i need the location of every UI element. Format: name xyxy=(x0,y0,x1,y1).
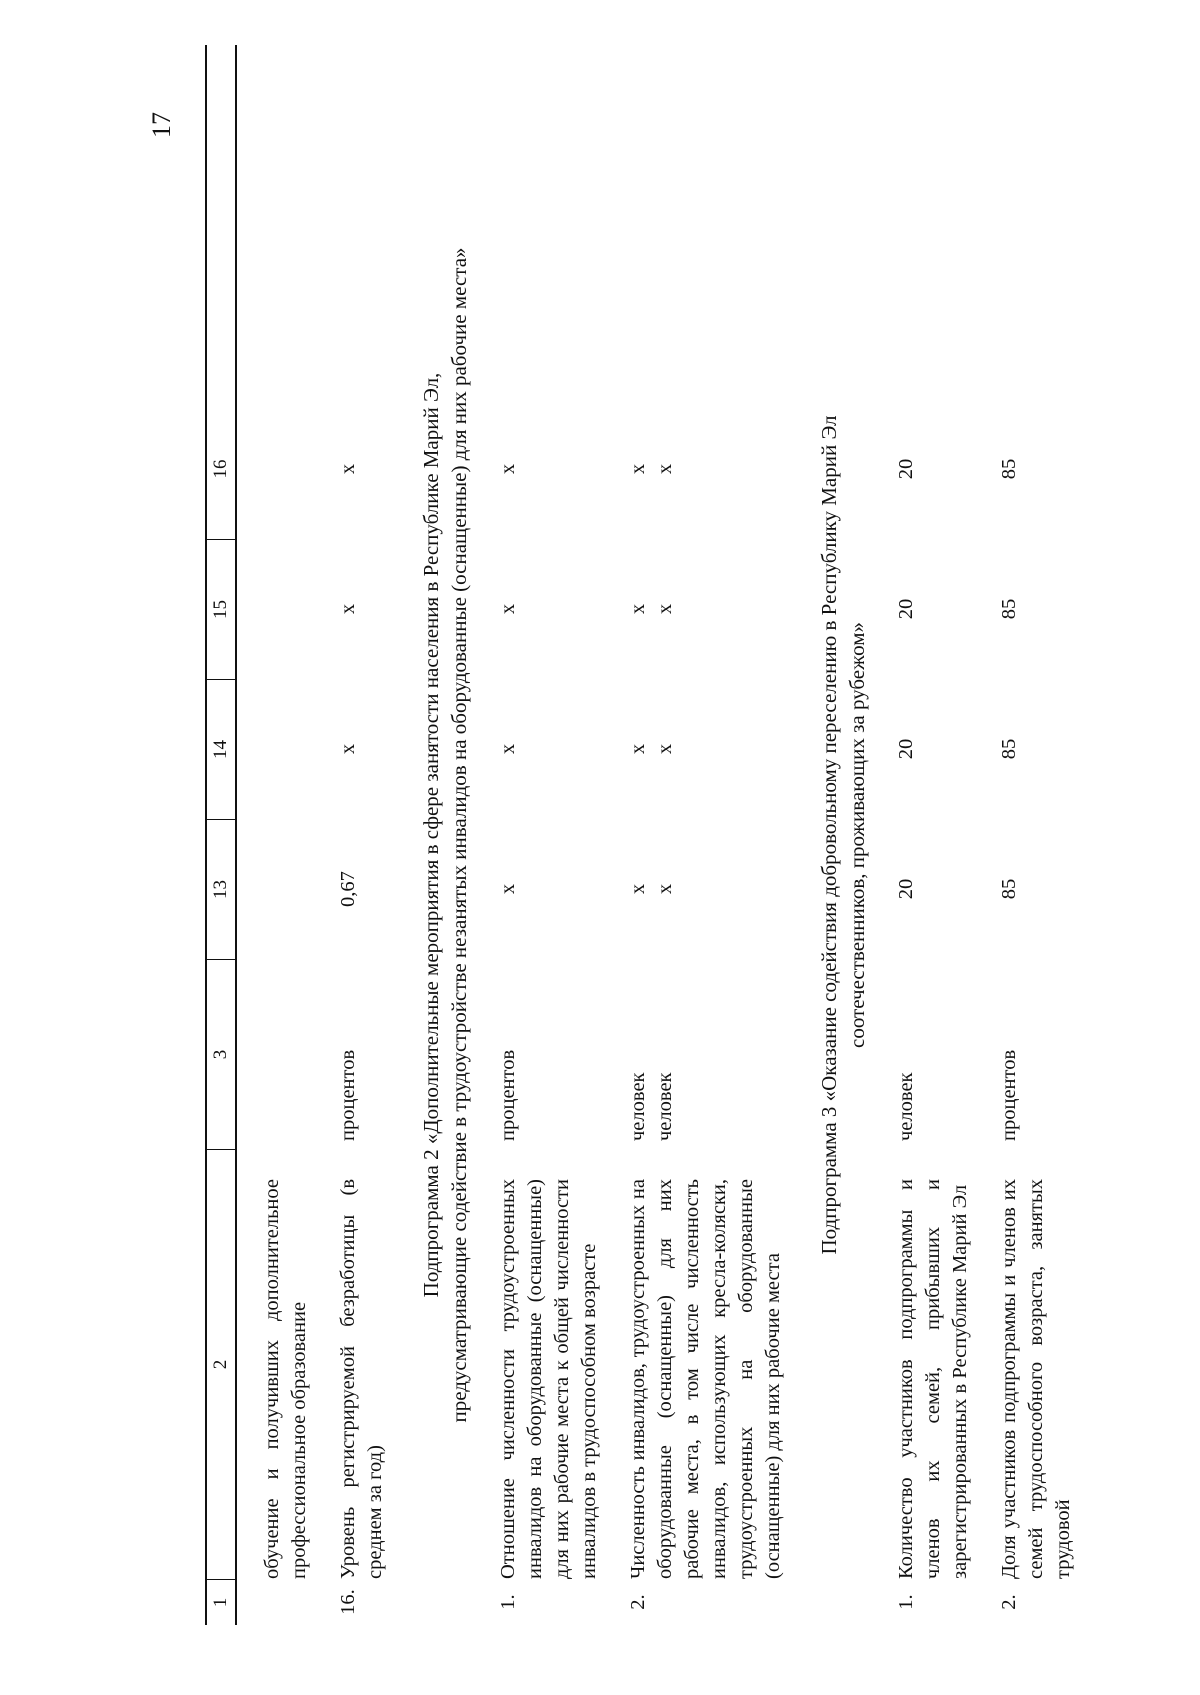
table-row xyxy=(996,45,1077,1625)
value-15: x xyxy=(654,603,676,615)
row-number: 1. xyxy=(497,1594,519,1610)
column-header-row xyxy=(205,45,237,1625)
value-16: 85 xyxy=(998,458,1020,480)
value-15 xyxy=(259,539,313,679)
indicator-text: Количество участников подпрограммы и членов их семей, прибывших и зарегистрированных в Республике Марий Эл xyxy=(895,1179,971,1579)
value-13: x xyxy=(497,883,519,895)
value-16: x xyxy=(497,463,519,475)
section-heading-line: соотечественников, проживающих за рубежом» xyxy=(845,622,869,1048)
page-number: 17 xyxy=(147,112,176,138)
value-13: x xyxy=(627,883,649,895)
unit: человек xyxy=(895,1072,917,1141)
value-16: x xyxy=(627,463,649,475)
value-16: 20 xyxy=(895,458,917,480)
value-16 xyxy=(259,399,313,539)
value-15: x xyxy=(497,603,519,615)
indicator-text: обучение и получивших дополнительное профессиональное образование xyxy=(261,1179,310,1579)
value-14: x xyxy=(337,743,359,755)
value-15: 85 xyxy=(998,598,1020,620)
value-13: 0,67 xyxy=(337,871,359,907)
table-row xyxy=(335,45,389,1625)
value-14 xyxy=(259,679,313,819)
value-14: x xyxy=(627,743,649,755)
value-15: x xyxy=(337,603,359,615)
value-15: 20 xyxy=(895,598,917,620)
indicator-text: Отношение численности трудоустроенных инвалидов на оборудованные (оснащенные) для них рабочие места к общей численности инвалидов в трудоспособном возрасте xyxy=(497,1179,600,1579)
value-14: 85 xyxy=(998,738,1020,760)
column-header: 2 xyxy=(207,1149,235,1579)
unit-column xyxy=(625,959,787,1149)
column-header: 1 xyxy=(207,1579,235,1625)
row-number xyxy=(259,1579,313,1625)
table-row xyxy=(893,45,974,1625)
value-16: x xyxy=(654,463,676,475)
section-heading-line: предусматривающие содействие в трудоустройстве незанятых инвалидов на оборудованные (оснащенные) для них рабочие места» xyxy=(447,247,471,1423)
indicator-text: Уровень регистрируемой безработицы (в среднем за год) xyxy=(337,1179,386,1579)
row-number: 2. xyxy=(998,1594,1020,1610)
column-header: 13 xyxy=(207,819,235,959)
indicator-text: Доля участников подпрограммы и членов их семей трудоспособного возраста, занятых трудовой xyxy=(998,1179,1074,1579)
row-number: 2. xyxy=(627,1594,649,1610)
row-number: 16. xyxy=(337,1589,359,1615)
unit: процентов xyxy=(497,1049,519,1141)
unit: процентов xyxy=(337,1049,359,1141)
unit: человек xyxy=(654,1072,676,1141)
section-heading-subprogram-3 xyxy=(815,45,871,1625)
value-13 xyxy=(259,819,313,959)
value-16: x xyxy=(337,463,359,475)
value-15: x xyxy=(627,603,649,615)
value-13: x xyxy=(654,883,676,895)
value-16-column xyxy=(625,399,787,539)
table-row xyxy=(259,45,313,1625)
unit xyxy=(259,959,313,1149)
table-body xyxy=(259,45,1077,1625)
value-14-column xyxy=(625,679,787,819)
value-14: x xyxy=(654,743,676,755)
value-14: x xyxy=(497,743,519,755)
section-heading-line: Подпрограмма 3 «Оказание содействия добровольному переселению в Республику Марий Эл xyxy=(817,415,841,1255)
column-header: 3 xyxy=(207,959,235,1149)
table-row xyxy=(495,45,603,1625)
value-15-column xyxy=(625,539,787,679)
value-13-column xyxy=(625,819,787,959)
column-header: 14 xyxy=(207,679,235,819)
rotated-table xyxy=(205,45,1145,1625)
table-row xyxy=(625,45,787,1625)
section-heading-line: Подпрограмма 2 «Дополнительные мероприятия в сфере занятости населения в Республике Марий Эл, xyxy=(419,372,443,1298)
unit: процентов xyxy=(998,1049,1020,1141)
row-number: 1. xyxy=(895,1594,917,1610)
value-13: 85 xyxy=(998,878,1020,900)
column-header: 15 xyxy=(207,539,235,679)
value-14: 20 xyxy=(895,738,917,760)
value-13: 20 xyxy=(895,878,917,900)
section-heading-subprogram-2 xyxy=(417,45,473,1625)
unit: человек xyxy=(627,1072,649,1141)
indicator-text: Численность инвалидов, трудоустроенных на оборудованные (оснащенные) для них рабочие места, в том числе численность инвалидов, использующих кресла-коляски, трудоустроенных на оборудованные (оснащенные) для них рабочие места xyxy=(627,1179,784,1579)
column-header: 16 xyxy=(210,459,231,479)
